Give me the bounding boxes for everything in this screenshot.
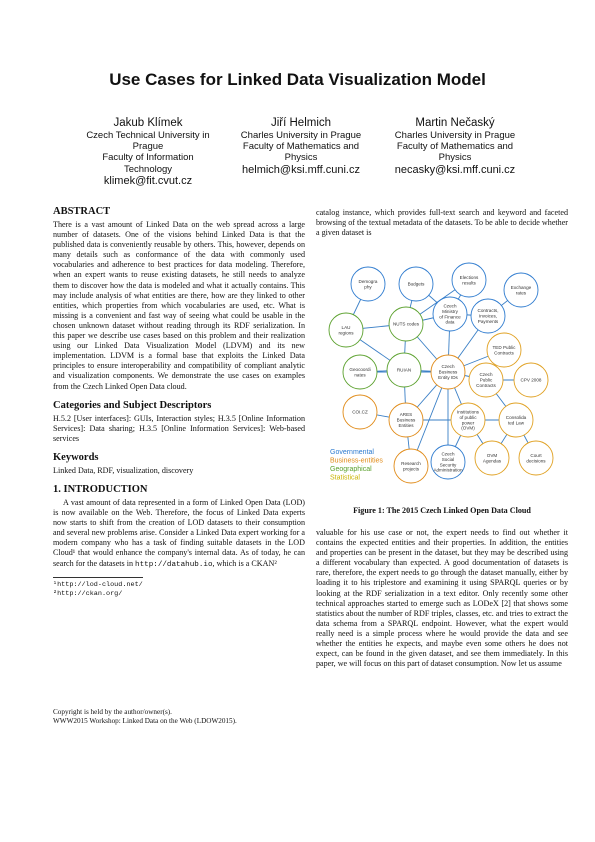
diagram-node-label: Exchange rates: [510, 284, 532, 296]
diagram-node-label: Contracts, Invoices, Payments: [477, 308, 499, 324]
author-affiliation: Prague: [132, 141, 164, 153]
diagram-node: [471, 299, 505, 333]
datahub-link[interactable]: http://datahub.io: [135, 560, 213, 569]
author-affiliation: Faculty of Mathematics and: [242, 141, 360, 153]
diagram-node-label: LAU regions: [338, 324, 354, 336]
diagram-node-label: ARES Business Entities: [396, 412, 416, 428]
diagram-node: [433, 297, 467, 331]
author-name: Jiří Helmich: [270, 117, 332, 129]
right-top-text: catalog instance, which provides full-text search and keyword and faceted browsing of the textual metadata of the datasets. To be able to decide whether a given dataset is: [316, 208, 568, 238]
diagram-node: [389, 403, 423, 437]
diagram-node: [329, 313, 363, 347]
diagram-node-label: Demogra phy: [358, 278, 378, 290]
diagram-node: [519, 441, 553, 475]
copyright-notice: [53, 708, 305, 726]
diagram-node: [387, 353, 421, 387]
legend-item: Statistical: [330, 474, 360, 482]
introduction-text: [53, 498, 305, 570]
lod-cloud-figure: [316, 262, 568, 494]
categories-text: H.5.2 [User interfaces]: GUIs, Interaction styles; H.3.5 [Online Information Services]: Data sharing; H.3.5 [Online Information Services]: Web-based services: [53, 413, 305, 443]
diagram-node-label: Budgets: [407, 281, 425, 287]
footnote-1[interactable]: ¹http://lod-cloud.net/: [53, 580, 143, 589]
diagram-node-label: Court decisions: [526, 452, 546, 464]
author-affiliation: Charles University in Prague: [394, 130, 516, 141]
intro-text-part: , which is a CKAN²: [212, 558, 277, 568]
diagram-node-label: Czech Public Contracts: [476, 372, 496, 388]
diagram-node: [487, 333, 521, 367]
diagram-node: [389, 307, 423, 341]
diagram-node-label: Institutions of public power (OVM): [457, 409, 479, 431]
diagram-node: [499, 403, 533, 437]
author-email: necasky@ksi.mff.cuni.cz: [394, 163, 516, 176]
copyright-line: Copyright is held by the author/owner(s).: [53, 708, 172, 716]
keywords-heading: Keywords: [53, 451, 99, 463]
diagram-node: [343, 355, 377, 389]
diagram-node: [504, 273, 538, 307]
author-name: Jakub Klímek: [113, 117, 183, 129]
diagram-node: [514, 363, 548, 397]
abstract-heading: ABSTRACT: [53, 206, 111, 217]
right-column-body: [316, 528, 568, 669]
author-2: [226, 116, 376, 177]
author-affiliation: Technology: [123, 163, 173, 175]
author-name: Martin Nečaský: [415, 117, 495, 129]
diagram-node-label: Elections results: [459, 274, 479, 286]
right-body-text: valuable for his use case or not, the expert needs to find out whether it contains the expected entities and their properties. In addition, the entities and properties can be present in the dataset, but they may be described using a different vocabulary than expected. A good documentation of datasets is rare, therefore, the expert needs to go through the dataset manually, either by loading it to his triplestore and examining it using SPARQL queries or by looking at the RDF serialization in a text editor. Only recently some other technical approaches started to emerge such as LODeX [2] that shows some statistics about the number of RDF triples, classes, etc. and tries to extract the data schema from a SPARQL endpoint. However, what the expert would really need is a simple process where he would provide the data and see whether the entities he expects, and maybe even some others he does not expect, can be found in the given dataset, and see them immediately. In this paper, we will focus on this part of dataset consumption. Now let us assume: [316, 528, 568, 669]
diagram-node-label: RUIAN: [396, 367, 412, 373]
author-affiliation: Physics: [284, 152, 318, 164]
legend-item: Business-entities: [330, 457, 383, 465]
figure-caption: Figure 1: The 2015 Czech Linked Open Data Cloud: [353, 506, 531, 515]
diagram-node-label: COI.CZ: [352, 409, 368, 415]
author-affiliation: Physics: [438, 152, 472, 164]
diagram-node-label: TED Public Contracts: [492, 344, 516, 356]
diagram-node: [343, 395, 377, 429]
legend-item: Governmental: [330, 449, 374, 456]
diagram-node-label: Research projects: [401, 460, 421, 472]
diagram-node: [475, 441, 509, 475]
diagram-node-label: Czech Ministry of Finance data: [439, 303, 461, 325]
diagram-node: [394, 449, 428, 483]
lod-cloud-diagram: [316, 262, 568, 494]
abstract-text: There is a vast amount of Linked Data on the web spread across a large number of datasets. One of the visions behind Linked Data is that the published data is conveniently reusable by others. This, however, depends on many details such as conformance of the data with commonly used vocabularies and adherence to best practices for data modeling. Therefore, when an expert wants to reuse existing datasets, he still needs to analyze them to discover how the data is modeled and what it actually contains. This may include analysis of what entities are there, how are they linked to other entities, which properties from which vocabularies are used, etc. What is missing is a convenient and fast way of seeing what could be usable in the chosen unknown dataset without reading through its RDF serialization. In this paper we describe use cases based on this problem and their realization using our Linked Data Visualization Model (LDVM) and its new implementation. LDVM is a formal base that exploits the Linked Data principles to ensure interoperability and compatibility of compliant analytic and visualization components. We demonstrate the use cases on examples from the Czech Linked Open Data cloud.: [53, 220, 305, 391]
diagram-node: [452, 263, 486, 297]
venue-line: WWW2015 Workshop: Linked Data on the Web (LDOW2015).: [53, 717, 237, 725]
author-3: [380, 116, 530, 177]
author-email: klimek@fit.cvut.cz: [103, 174, 193, 187]
keywords-text: Linked Data, RDF, visualization, discovery: [53, 465, 194, 475]
diagram-node: [451, 403, 485, 437]
author-1: [73, 116, 223, 188]
diagram-node-label: OVM Agendas: [482, 452, 502, 464]
author-email: helmich@ksi.mff.cuni.cz: [242, 163, 360, 176]
diagram-node-label: NUTS codes: [392, 321, 420, 327]
legend-item: Geographical: [330, 466, 372, 473]
left-column: [53, 206, 305, 599]
intro-text-part: A vast amount of data represented in a form of Linked Open Data (LOD) is now available on the Web. Therefore, the focus of Linked Data experts now starts to shift from the creation of LOD datasets to their consumption and several new problems arise. Consider a Linked Data expert working for a modern company who has a task of finding suitable datasets in the LOD Cloud¹ that would enhance the company's internal data. As of today, he can search for the datasets in: [53, 497, 305, 568]
categories-heading: Categories and Subject Descriptors: [53, 399, 212, 411]
author-affiliation: Charles University in Prague: [240, 130, 362, 141]
diagram-node: [399, 267, 433, 301]
diagram-node-label: Czech Social Security Administration: [433, 451, 463, 473]
diagram-node-label: Consolida ted Law: [505, 414, 527, 426]
diagram-node-label: Czech Business Entity IDs: [438, 364, 458, 380]
diagram-legend: [330, 449, 383, 482]
footnote-2[interactable]: ²http://ckan.org/: [53, 589, 123, 598]
diagram-node: [431, 355, 465, 389]
diagram-node-label: Geocoordi nates: [349, 366, 371, 378]
diagram-node-label: CPV 2008: [520, 377, 542, 383]
author-affiliation: Faculty of Information: [102, 152, 194, 164]
diagram-node: [351, 267, 385, 301]
right-column-top: [316, 208, 568, 238]
author-affiliation: Czech Technical University in: [86, 130, 210, 141]
diagram-node: [469, 363, 503, 397]
diagram-node: [431, 445, 465, 479]
footnote-rule: [53, 577, 143, 578]
introduction-heading: 1. INTRODUCTION: [53, 483, 148, 495]
paper-title: Use Cases for Linked Data Visualization Model: [109, 70, 486, 89]
author-affiliation: Faculty of Mathematics and: [396, 141, 514, 153]
